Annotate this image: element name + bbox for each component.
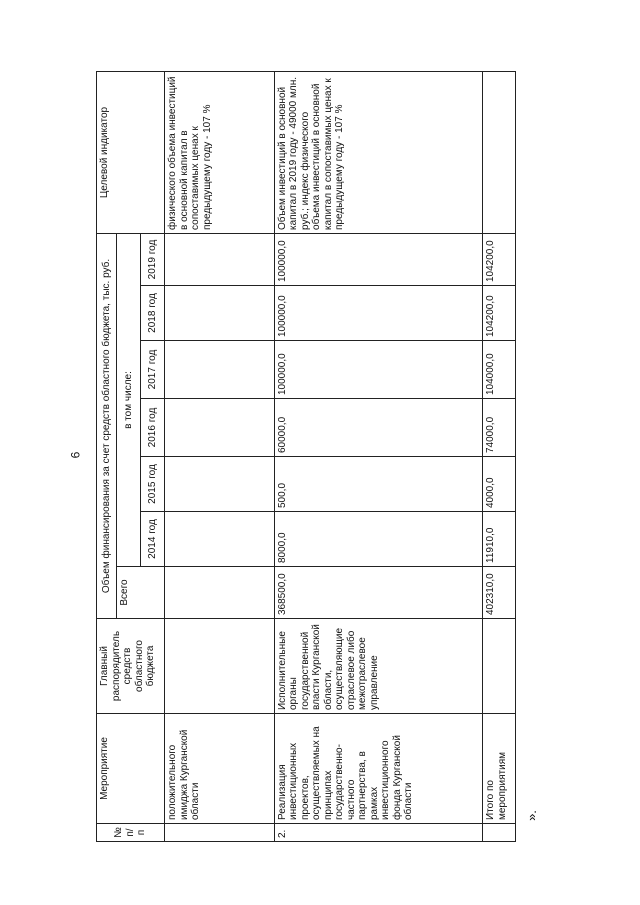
row-indicator: Объем инвестиций в основной капитал в 2019 году - 49000 млн. руб.; индекс физического объема инвестиций в основной капитал в сопоставимых ценах к предыдущему году - 107 %: [274, 71, 482, 233]
header-year: 2019 год: [141, 233, 165, 285]
row-year-value: 100000,0: [274, 286, 482, 341]
row-num: [165, 824, 275, 842]
row-indicator: физического объема инвестиций в основной капитал в сопоставимых ценах к предыдущему году - 107 %: [165, 71, 275, 233]
table-wrapper: [96, 72, 516, 842]
row-year-value: [165, 512, 275, 567]
row-year-value: 100000,0: [274, 233, 482, 285]
row-event: положительного имиджа Курганской области: [165, 714, 275, 824]
closing-quote: ».: [523, 810, 539, 821]
row-manager: [165, 619, 275, 714]
row-year-value: 100000,0: [274, 341, 482, 399]
row-event: Итого по мероприятиям: [483, 714, 516, 824]
table-row-total: [483, 71, 516, 841]
row-year-value: 60000,0: [274, 399, 482, 457]
row-year-value: [165, 233, 275, 285]
row-year-value: 8000,0: [274, 512, 482, 567]
header-indicator: Целевой индикатор: [97, 71, 165, 233]
header-total: Всего: [116, 567, 165, 619]
row-year-value: [165, 399, 275, 457]
row-year-value: 500,0: [274, 457, 482, 512]
header-year: 2015 год: [141, 457, 165, 512]
header-year: 2014 год: [141, 512, 165, 567]
header-financing: Объем финансирования за счет средств областного бюджета, тыс. руб.: [97, 233, 117, 618]
row-num: 2.: [274, 824, 482, 842]
row-total: 402310,0: [483, 567, 516, 619]
header-year: 2018 год: [141, 286, 165, 341]
row-year-value: [165, 457, 275, 512]
row-year-value: 104000,0: [483, 341, 516, 399]
row-year-value: [165, 286, 275, 341]
row-event: Реализация инвестиционных проектов, осуществляемых на принципах государственно-частного партнерства, в рамках инвестиционного фонда Курганской области: [274, 714, 482, 824]
row-manager: [483, 619, 516, 714]
row-year-value: 11910,0: [483, 512, 516, 567]
row-manager: Исполнительные органы государственной власти Курганской области, осуществляющие отраслевое либо межотраслевое управление: [274, 619, 482, 714]
table-row: [165, 71, 275, 841]
header-including: в том числе:: [116, 233, 141, 566]
table-row: [274, 71, 482, 841]
row-total: [165, 567, 275, 619]
row-indicator: [483, 71, 516, 233]
page-number: 6: [68, 451, 83, 459]
financing-table: [96, 71, 516, 842]
header-num: № п/п: [97, 824, 165, 842]
row-year-value: 104200,0: [483, 233, 516, 285]
header-year: 2017 год: [141, 341, 165, 399]
header-year: 2016 год: [141, 399, 165, 457]
row-num: [483, 824, 516, 842]
row-total: 368500,0: [274, 567, 482, 619]
row-year-value: 104200,0: [483, 286, 516, 341]
header-manager: Главный распорядитель средств областного бюджета: [97, 619, 165, 714]
row-year-value: [165, 341, 275, 399]
header-row-1: [97, 71, 117, 841]
rotated-page: [96, 72, 516, 842]
header-event: Мероприятие: [97, 714, 165, 824]
row-year-value: 4000,0: [483, 457, 516, 512]
row-year-value: 74000,0: [483, 399, 516, 457]
